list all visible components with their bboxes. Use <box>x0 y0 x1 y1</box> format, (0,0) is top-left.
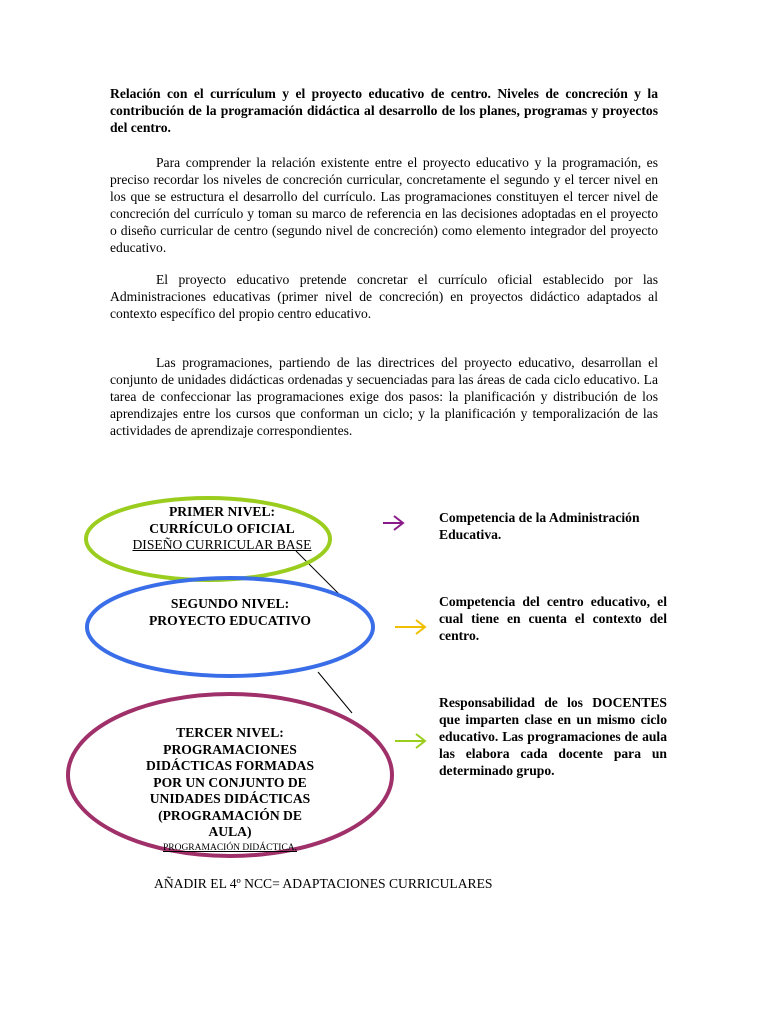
level-2-description: Competencia del centro educativo, el cual tiene en cuenta el contexto del centro. <box>439 594 667 643</box>
section-heading: Relación con el currículum y el proyecto educativo de centro. Niveles de concreción y la contribución de la programación didáctica al desarrollo de los planes, programas y proyectos del centro. <box>110 86 658 135</box>
level-1-subtitle: DISEÑO CURRICULAR BASE <box>132 537 312 552</box>
paragraph-1: Para comprender la relación existente entre el proyecto educativo y la programación, es preciso recordar los niveles de concreción curricular, concretamente el segundo y el tercer nivel en los que se estructura el desarrollo del currículo. Las programaciones constituyen el tercer nivel de concreción del currículo y toman su marco de referencia en las decisiones adoptadas en el proyecto o diseño curricular de centro (segundo nivel de concreción) como elemento integrador del proyecto educativo. <box>110 155 658 255</box>
level-1-arrow-icon <box>383 516 403 530</box>
level-1-title: PRIMER NIVEL: CURRÍCULO OFICIAL <box>149 504 295 536</box>
level-1-description: Competencia de la Administración Educativa. <box>439 510 640 542</box>
level-2-arrow-icon <box>395 620 425 634</box>
paragraph-2: El proyecto educativo pretende concretar el currículo oficial establecido por las Administraciones educativas (primer nivel de concreción) en proyectos didáctico adaptados al contexto específico del propio centro educativo. <box>110 272 658 321</box>
level-2-label <box>140 596 320 629</box>
level-2-title: SEGUNDO NIVEL: PROYECTO EDUCATIVO <box>149 596 311 628</box>
level-3-label <box>140 725 320 854</box>
footer-note: AÑADIR EL 4º NCC= ADAPTACIONES CURRICULARES <box>154 876 493 891</box>
level-3-description: Responsabilidad de los DOCENTES que imparten clase en un mismo ciclo educativo. Las programaciones de aula las elabora cada docente para un determinado grupo. <box>439 695 667 778</box>
level-3-subtitle: PROGRAMACIÓN DIDÁCTICA. <box>162 842 298 853</box>
level-3-title: TERCER NIVEL: PROGRAMACIONES DIDÁCTICAS FORMADAS POR UN CONJUNTO DE UNIDADES DIDÁCTICAS (PROGRAMACIÓN DE AULA) <box>145 725 315 839</box>
level-3-arrow-icon <box>395 734 425 748</box>
paragraph-3: Las programaciones, partiendo de las directrices del proyecto educativo, desarrollan el conjunto de unidades didácticas ordenadas y secuenciadas para las áreas de cada ciclo educativo. La tarea de confeccionar las programaciones exige dos pasos: la planificación y distribución de los aprendizajes entre los cursos que conforman un ciclo; y la planificación y temporalización de las actividades de aprendizaje correspondientes. <box>110 355 658 438</box>
level-1-label <box>130 504 314 553</box>
